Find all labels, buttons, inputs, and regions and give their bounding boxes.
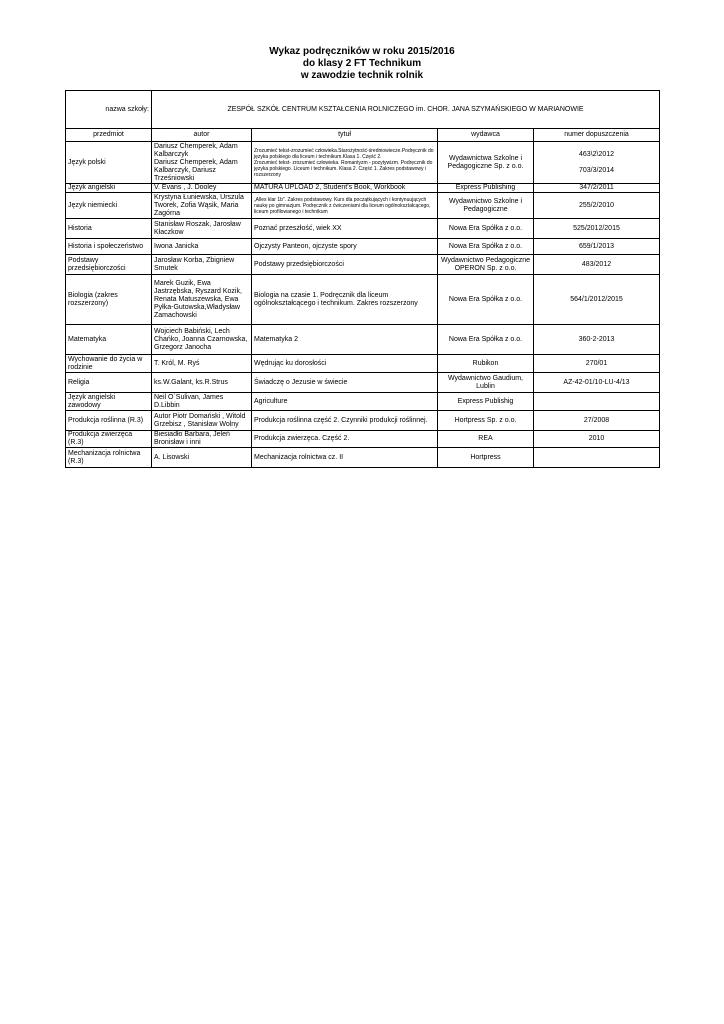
tytul-line: Poznać przeszłość, wiek XX <box>254 224 342 232</box>
document-title <box>0 46 724 82</box>
school-name: ZESPÓŁ SZKÓŁ CENTRUM KSZTAŁCENIA ROLNICZEGO im. CHOR. JANA SZYMAŃSKIEGO W MARIANOWIE <box>152 91 660 129</box>
table-row <box>66 355 660 373</box>
cell-wydawca <box>438 431 534 448</box>
tytul-line: Produkcja roślinna część 2. Czynniki produkcji roślinnej. <box>254 416 428 424</box>
wydawca-line: Hortpress <box>470 453 501 461</box>
cell-przedmiot <box>66 184 152 193</box>
cell-wydawca <box>438 448 534 468</box>
cell-autor <box>152 239 252 255</box>
cell-przedmiot <box>66 355 152 373</box>
cell-autor <box>152 255 252 275</box>
autor-line: Wojciech Babiński, Lech Chańko, Joanna Czarnowska, Grzegorz Janocha <box>154 327 248 351</box>
wydawca-line: Wydawnictwa Szkolne i Pedagogiczne Sp. z o.o. <box>447 154 524 170</box>
tytul-line: MATURA UPLOAD 2, Student's Book, Workbook <box>254 184 406 191</box>
table-body <box>66 142 660 468</box>
table-row <box>66 275 660 325</box>
title-line-1: Wykaz podręczników w roku 2015/2016 <box>269 46 455 57</box>
przedmiot-line: Język angielski <box>68 184 116 191</box>
cell-numer <box>534 325 660 355</box>
cell-przedmiot <box>66 239 152 255</box>
school-row <box>66 91 660 129</box>
header-przedmiot: przedmiot <box>66 129 152 142</box>
numer-line <box>536 454 657 462</box>
cell-przedmiot <box>66 448 152 468</box>
table-row <box>66 431 660 448</box>
tytul-line: Zrozumieć tekst-zrozumieć człowieka.Starożytność-średniowiecze.Podręcznik do języka polskiego dla liceum i technikum.Klasa 1. Część 2. <box>254 147 434 160</box>
numer-line: 659/1/2013 <box>578 242 615 250</box>
table-row <box>66 393 660 411</box>
title-line-2: do klasy 2 FT Technikum <box>302 58 422 69</box>
cell-numer <box>534 255 660 275</box>
autor-line: V. Evans , J. Dooley <box>154 184 217 191</box>
cell-przedmiot <box>66 393 152 411</box>
cell-tytul <box>252 239 438 255</box>
przedmiot-line: Język polski <box>68 158 106 166</box>
table-row <box>66 193 660 219</box>
autor-line: ks.W.Galant, ks.R.Strus <box>154 378 228 386</box>
cell-wydawca <box>438 193 534 219</box>
autor-line: Stanisław Roszak, Jarosław Kłaczkow <box>154 220 241 236</box>
cell-autor <box>152 325 252 355</box>
tytul-line: Mechanizacja rolnictwa cz. II <box>254 453 344 461</box>
cell-autor <box>152 142 252 184</box>
przedmiot-line: Wychowanie do życia w rodzinie <box>68 355 143 371</box>
table-row <box>66 448 660 468</box>
autor-line: Autor Piotr Domański , Witold Grzebisz , Stanisław Wolny <box>154 412 246 428</box>
cell-numer <box>534 142 660 184</box>
table-row <box>66 373 660 393</box>
cell-tytul <box>252 193 438 219</box>
table-row <box>66 255 660 275</box>
wydawca-line: Nowa Era Spółka z o.o. <box>448 295 523 303</box>
tytul-line: Biologia na czasie 1. Podręcznik dla liceum ogólnokształcącego i technikum. Zakres rozszerzony <box>254 291 418 307</box>
tytul-line: Ojczysty Panteon, ojczyste spory <box>254 242 357 250</box>
cell-autor <box>152 355 252 373</box>
tytul-line: Wędrując ku dorosłości <box>254 359 327 367</box>
tytul-line: „Alles klar 1b". Zakres podstawowy. Kurs dla początkujących i kontynuujących naukę po gimnazjum. Podręcznik z ćwiczeniami dla liceum ogólnokształcącego, liceum profilowanego i technikum <box>254 196 431 215</box>
autor-line: Krystyna Łuniewska, Urszula Tworek, Zofia Wąsik, Maria Zagórna <box>154 193 244 217</box>
numer-line: 347/2/2011 <box>579 184 614 191</box>
numer-line: 564/1/2012/2015 <box>570 295 623 303</box>
wydawca-line: Express Publishing <box>455 184 516 191</box>
cell-numer <box>534 448 660 468</box>
cell-tytul <box>252 142 438 184</box>
table-row <box>66 184 660 193</box>
cell-przedmiot <box>66 193 152 219</box>
autor-line: Iwona Janicka <box>154 242 199 250</box>
cell-tytul <box>252 393 438 411</box>
cell-autor <box>152 373 252 393</box>
cell-numer <box>534 355 660 373</box>
numer-line: 525/2012/2015 <box>573 224 620 232</box>
cell-autor <box>152 219 252 239</box>
przedmiot-line: Język angielski zawodowy <box>68 393 116 409</box>
cell-autor <box>152 275 252 325</box>
cell-przedmiot <box>66 325 152 355</box>
tytul-line: Podstawy przedsiębiorczości <box>254 260 344 268</box>
przedmiot-line: Matematyka <box>68 335 107 343</box>
cell-numer <box>534 393 660 411</box>
cell-tytul <box>252 275 438 325</box>
cell-autor <box>152 431 252 448</box>
title-line-3: w zawodzie technik rolnik <box>300 70 424 81</box>
cell-przedmiot <box>66 142 152 184</box>
cell-wydawca <box>438 142 534 184</box>
header-wydawca: wydawca <box>438 129 534 142</box>
cell-wydawca <box>438 373 534 393</box>
numer-line: 27/2008 <box>583 416 610 424</box>
autor-line: Jarosław Korba, Zbigniew Smutek <box>154 256 235 272</box>
autor-line: A. Lisowski <box>154 453 190 461</box>
cell-autor <box>152 448 252 468</box>
cell-wydawca <box>438 219 534 239</box>
cell-przedmiot <box>66 431 152 448</box>
cell-tytul <box>252 325 438 355</box>
przedmiot-line: Produkcja zwierzęca (R.3) <box>68 431 133 446</box>
cell-numer <box>534 275 660 325</box>
wydawca-line: Wydawnictwo Pedagogiczne OPERON Sp. z o.o. <box>440 256 531 272</box>
header-numer: numer dopuszczenia <box>534 129 660 142</box>
przedmiot-line: Język niemiecki <box>68 201 118 209</box>
autor-line: Neil O`Sulivan, James D.Libbin <box>154 393 224 409</box>
numer-line: 483/2012 <box>581 260 612 268</box>
textbook-table <box>65 90 660 468</box>
numer-line: 360-2-2013 <box>578 335 615 343</box>
numer-line: 270/01 <box>585 359 608 367</box>
autor-line: Dariusz Chemperek, Adam Kalbarczyk, Dariusz Trześniowski <box>154 158 238 182</box>
cell-tytul <box>252 431 438 448</box>
cell-numer <box>534 193 660 219</box>
wydawca-line: Express Publishig <box>457 397 514 405</box>
cell-wydawca <box>438 411 534 431</box>
przedmiot-line: Historia i społeczeństwo <box>68 242 144 250</box>
cell-przedmiot <box>66 219 152 239</box>
cell-wydawca <box>438 255 534 275</box>
cell-tytul <box>252 448 438 468</box>
przedmiot-line: Produkcja roślinna (R.3) <box>68 416 144 424</box>
cell-wydawca <box>438 393 534 411</box>
cell-wydawca <box>438 184 534 193</box>
przedmiot-line: Biologia (zakres rozszerzony) <box>68 291 118 307</box>
cell-tytul <box>252 255 438 275</box>
numer-line <box>536 398 657 406</box>
numer-line <box>536 159 657 167</box>
header-tytul: tytuł <box>252 129 438 142</box>
wydawca-line: Hortpress Sp. z o.o. <box>454 416 517 424</box>
cell-tytul <box>252 373 438 393</box>
cell-numer <box>534 219 660 239</box>
autor-line: T. Król, M. Ryś <box>154 359 200 367</box>
header-autor: autor <box>152 129 252 142</box>
table-row <box>66 325 660 355</box>
tytul-line: Zrozumieć tekst- zrozumieć człowieka. Romantyzm - pozytywizm. Podręcznik do języka polskiego. Liceum i technikum. Klasa 2. Część 1. Zakres podstawowy i rozszerzony <box>254 159 433 178</box>
numer-line: 703/3/2014 <box>578 166 615 174</box>
przedmiot-line: Mechanizacja rolnictwa (R.3) <box>68 449 141 465</box>
autor-line: Biesiadło Barbara, Jeleń Bronisław i inni <box>154 431 230 446</box>
tytul-line: Agriculture <box>254 397 288 405</box>
autor-line: Marek Guzik, Ewa Jastrzębska, Ryszard Kozik, Renata Matuszewska, Ewa Pyłka-Gutowska,Władysław Zamachowski <box>154 279 242 319</box>
table-row <box>66 142 660 184</box>
table-row <box>66 411 660 431</box>
cell-autor <box>152 184 252 193</box>
school-label: nazwa szkoły: <box>66 91 152 129</box>
cell-numer <box>534 411 660 431</box>
cell-numer <box>534 184 660 193</box>
cell-autor <box>152 393 252 411</box>
wydawca-line: Nowa Era Spółka z o.o. <box>448 335 523 343</box>
cell-autor <box>152 411 252 431</box>
przedmiot-line: Historia <box>68 224 92 232</box>
wydawca-line: Rubikon <box>472 359 499 367</box>
wydawca-line: Wydawnictwo Szkolne i Pedagogiczne <box>448 197 523 213</box>
cell-przedmiot <box>66 411 152 431</box>
autor-line: Dariusz Chemperek, Adam Kalbarczyk <box>154 142 238 158</box>
wydawca-line: Nowa Era Spółka z o.o. <box>448 224 523 232</box>
header-row <box>66 129 660 142</box>
wydawca-line: Wydawnictwo Gaudium, Lublin <box>447 374 524 390</box>
cell-wydawca <box>438 275 534 325</box>
przedmiot-line: Religia <box>68 378 90 386</box>
numer-line: 2010 <box>588 435 605 442</box>
numer-line: 463\2\2012 <box>578 150 615 158</box>
przedmiot-line: Podstawy przedsiębiorczości <box>68 256 126 272</box>
wydawca-line: Nowa Era Spółka z o.o. <box>448 242 523 250</box>
cell-tytul <box>252 219 438 239</box>
cell-wydawca <box>438 325 534 355</box>
tytul-line: Świadczę o Jezusie w świecie <box>254 378 348 386</box>
cell-autor <box>152 193 252 219</box>
wydawca-line: REA <box>478 435 493 442</box>
numer-line: AZ-42-01/10-LU-4/13 <box>563 378 630 386</box>
cell-numer <box>534 431 660 448</box>
table-row <box>66 219 660 239</box>
cell-numer <box>534 239 660 255</box>
cell-wydawca <box>438 239 534 255</box>
cell-przedmiot <box>66 275 152 325</box>
cell-wydawca <box>438 355 534 373</box>
cell-przedmiot <box>66 255 152 275</box>
cell-numer <box>534 373 660 393</box>
table-row <box>66 239 660 255</box>
tytul-line: Produkcja zwierzęca. Część 2. <box>254 435 350 442</box>
numer-line: 255/2/2010 <box>578 201 615 209</box>
cell-tytul <box>252 355 438 373</box>
tytul-line: Matematyka 2 <box>254 335 298 343</box>
cell-tytul <box>252 411 438 431</box>
cell-tytul <box>252 184 438 193</box>
cell-przedmiot <box>66 373 152 393</box>
